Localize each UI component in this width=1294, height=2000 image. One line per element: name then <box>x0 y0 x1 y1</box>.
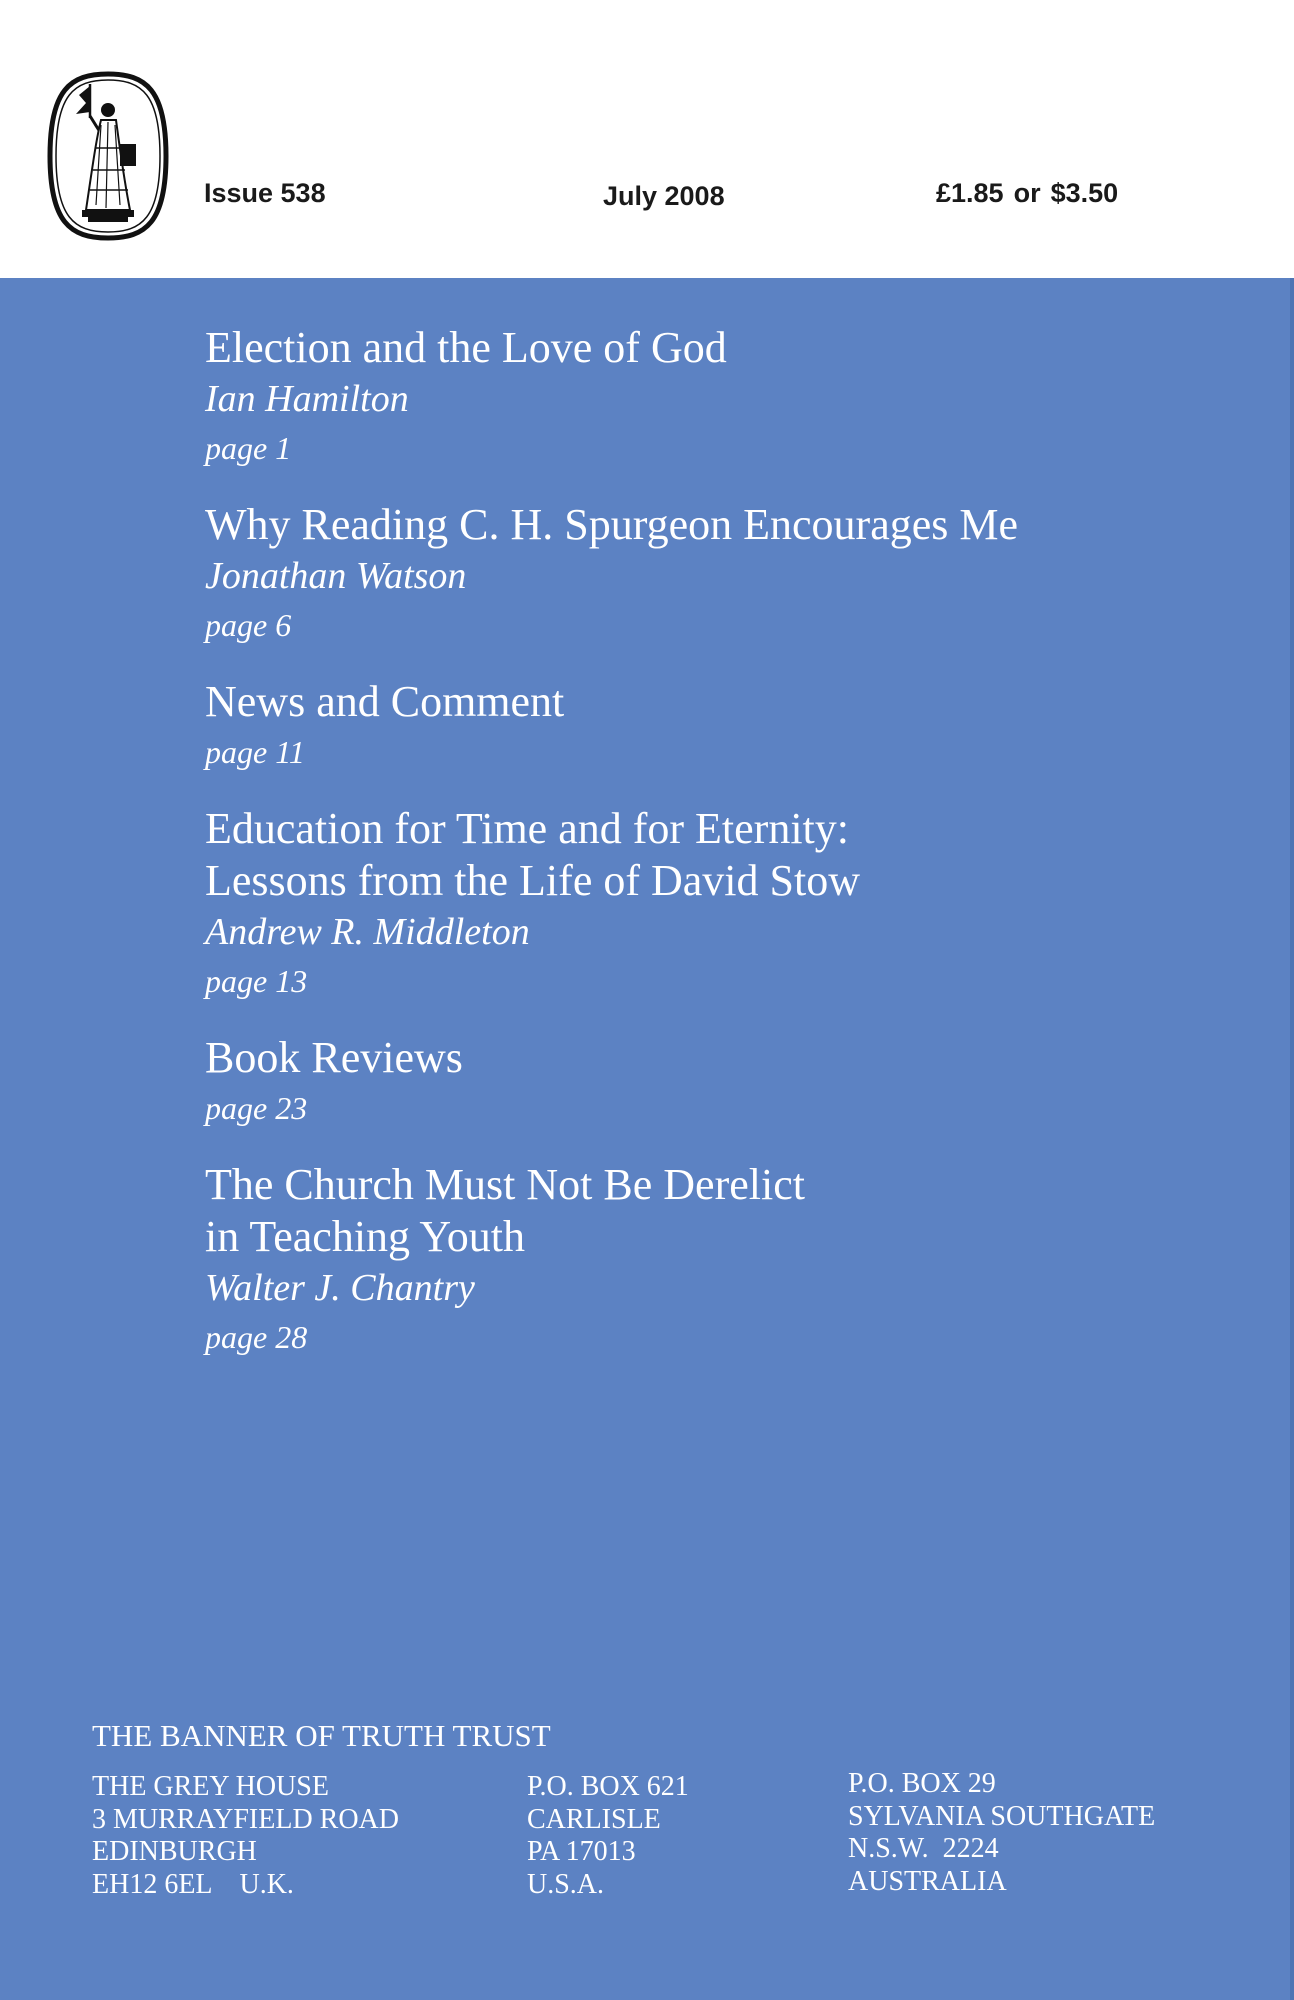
article-page: page 13 <box>205 963 308 999</box>
table-of-contents <box>205 322 1225 1388</box>
article-title: Book Reviews <box>205 1033 463 1082</box>
article-author: Walter J. Chantry <box>205 1267 475 1309</box>
article-title: Why Reading C. H. Spurgeon Encourages Me <box>205 500 1019 549</box>
address-line: N.S.W. 2224 <box>848 1833 999 1864</box>
article-title-line-1: The Church Must Not Be Derelict <box>205 1160 805 1209</box>
price-gbp: £1.85 <box>936 178 1004 208</box>
address-line: PA 17013 <box>527 1836 636 1867</box>
toc-entry <box>205 499 1225 649</box>
toc-entry <box>205 803 1225 1005</box>
address-line: EDINBURGH <box>92 1836 257 1867</box>
address-uk <box>92 1771 399 1901</box>
toc-entry <box>205 1159 1225 1361</box>
address-line: AUSTRALIA <box>848 1865 1007 1897</box>
address-line: 3 MURRAYFIELD ROAD <box>92 1803 400 1835</box>
article-title: Election and the Love of God <box>205 323 727 372</box>
price-usd: $3.50 <box>1050 178 1119 208</box>
article-author: Andrew R. Middleton <box>205 911 530 953</box>
article-page: page 11 <box>205 734 305 770</box>
cover-header <box>0 0 1294 278</box>
issue-number: Issue 538 <box>204 178 326 208</box>
issue-date: July 2008 <box>603 181 725 211</box>
price-or: or <box>1013 178 1041 208</box>
toc-entry <box>205 322 1225 472</box>
article-page: page 23 <box>205 1090 308 1126</box>
price <box>936 178 1118 209</box>
address-line: P.O. BOX 621 <box>527 1771 689 1802</box>
panel-edge <box>1290 278 1294 2000</box>
toc-entry <box>205 676 1225 776</box>
banner-figure-logo-icon <box>46 70 170 242</box>
address-line: EH12 6EL U.K. <box>92 1868 294 1900</box>
address-line: U.S.A. <box>527 1868 605 1900</box>
address-line: CARLISLE <box>527 1803 661 1835</box>
article-page: page 28 <box>205 1319 308 1355</box>
address-australia <box>848 1768 1155 1898</box>
article-title-line-1: Education for Time and for Eternity: <box>205 804 849 853</box>
publisher-name: THE BANNER OF TRUTH TRUST <box>92 1718 551 1753</box>
toc-entry <box>205 1032 1225 1132</box>
article-author: Jonathan Watson <box>205 555 467 597</box>
address-line: P.O. BOX 29 <box>848 1768 996 1799</box>
article-title-line-2: in Teaching Youth <box>205 1212 526 1261</box>
address-usa <box>527 1771 689 1901</box>
address-line: THE GREY HOUSE <box>92 1771 329 1802</box>
article-page: page 1 <box>205 430 292 466</box>
address-line: SYLVANIA SOUTHGATE <box>848 1800 1156 1832</box>
article-title-line-2: Lessons from the Life of David Stow <box>205 856 860 905</box>
article-title: News and Comment <box>205 677 565 726</box>
article-author: Ian Hamilton <box>205 378 409 420</box>
article-page: page 6 <box>205 607 292 643</box>
